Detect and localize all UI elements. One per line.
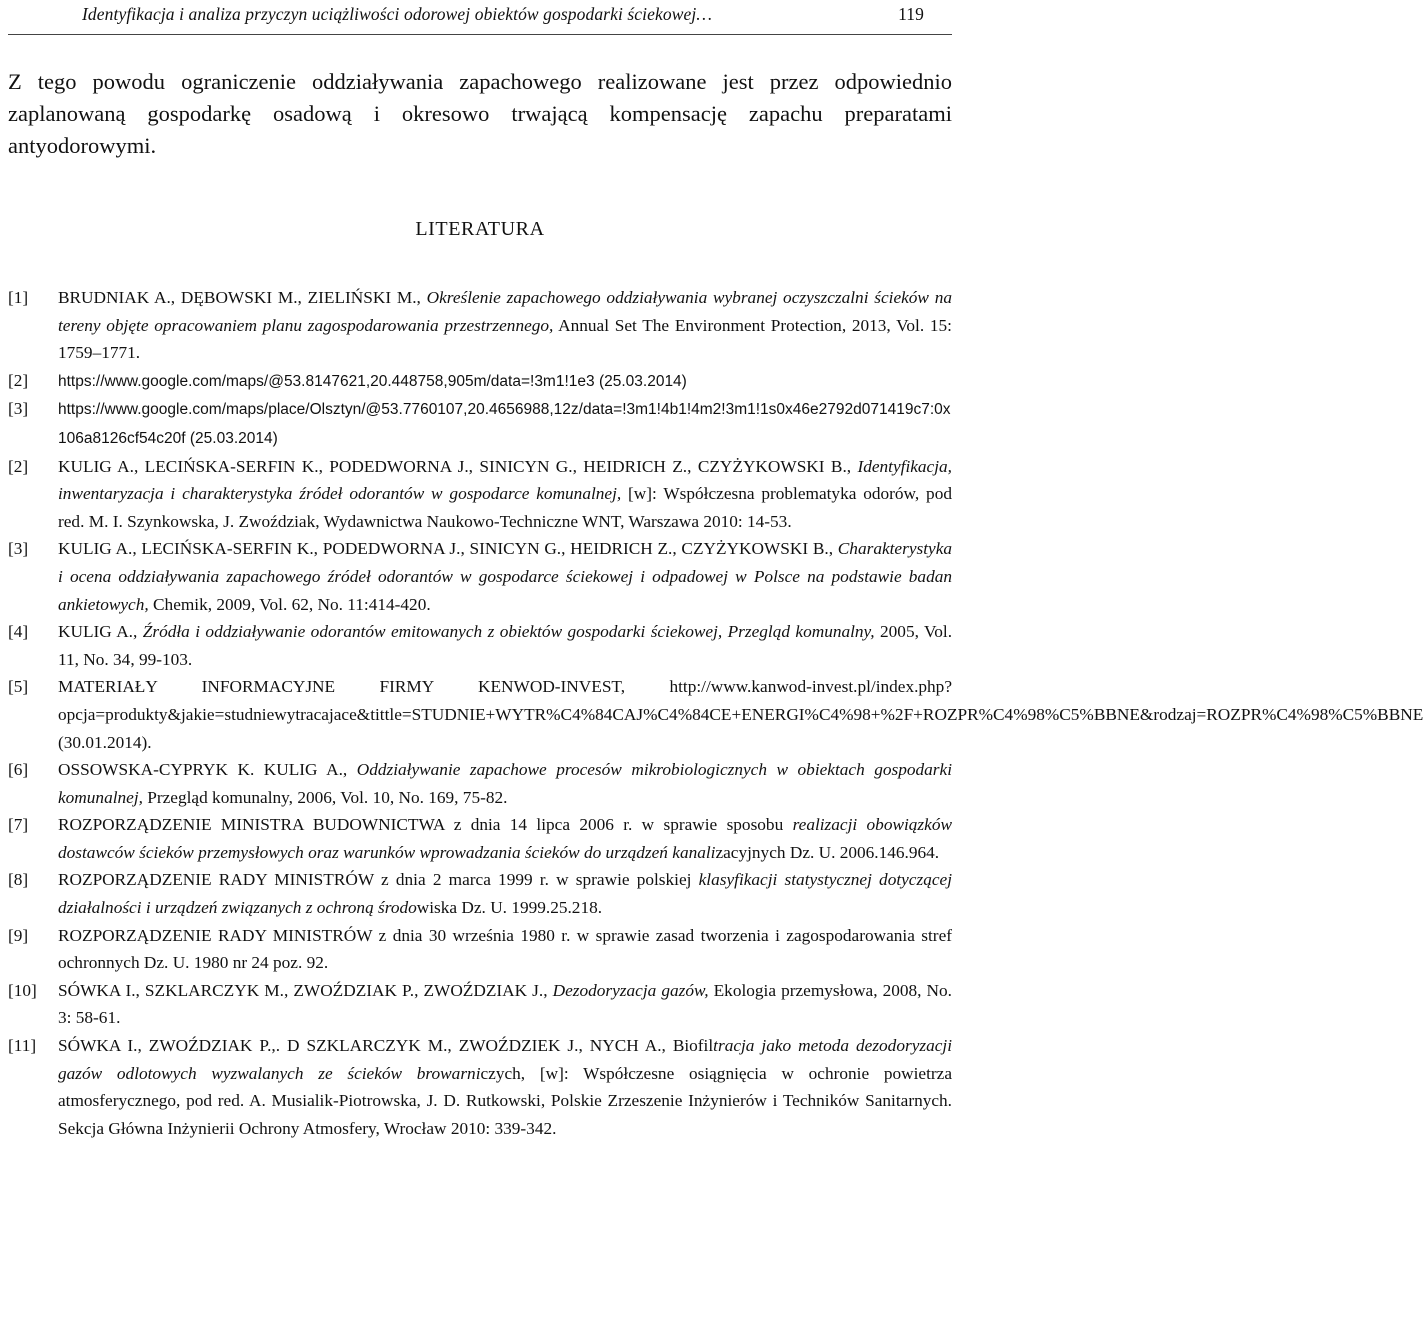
reference-item xyxy=(8,811,952,866)
reference-number: [1] xyxy=(8,288,29,307)
reference-number: [4] xyxy=(8,622,29,642)
reference-number: [11] xyxy=(8,1036,37,1056)
reference-number: [8] xyxy=(8,870,29,890)
reference-title: tracja jako metoda dezodoryzacji gazów odlotowych wyzwalanych ze ścieków browarni xyxy=(58,1036,953,1083)
reference-authors: SÓWKA I., SZKLARCZYK M., ZWOŹDZIAK P., ZWOŹDZIAK J., xyxy=(58,980,553,1000)
reference-title: Źródła i oddziaływanie odorantów emitowanych z obiektów gospodarki ściekowej, Przegląd komunalny, xyxy=(142,622,875,642)
reference-link[interactable]: https://www.google.com/maps/place/Olsztyn/@53.7760107,20.4656988,12z/data=!3m1!4b1!4m2!3m1!1s0x46e2792d071419c7:0x106a8126cf54c20f (25.03.2014) xyxy=(58,401,951,447)
reference-number: [3] xyxy=(8,539,29,559)
reference-authors: SÓWKA I., ZWOŹDZIAK P.,. D SZKLARCZYK M., ZWOŹDZIEK J., NYCH A., Biofil xyxy=(58,1036,714,1056)
reference-authors: ROZPORZĄDZENIE MINISTRA BUDOWNICTWA z dnia 14 lipca 2006 r. w sprawie sposobu xyxy=(58,815,793,835)
reference-authors: KULIG A., LECIŃSKA-SERFIN K., PODEDWORNA J., SINICYN G., HEIDRICH Z., CZYŻYKOWSKI B., xyxy=(58,456,858,476)
intro-paragraph: Z tego powodu ograniczenie oddziaływania zapachowego realizowane jest przez odpowiednio zaplanowaną gospodarkę osadową i okresowo trwającą kompensację zapachu preparatami antyodorowymi. xyxy=(8,69,952,158)
reference-details: czych, [w]: Współczesne osiągnięcia w ochronie powietrza atmosferycznego, pod red. A. Musialik-Piotrowska, J. D. Rutkowski, Polskie Zrzeszenie Inżynierów i Techników Sanitarnych. Sekcja Główna Inżynierii Ochrony Atmosfery, Wrocław 2010: 339-342. xyxy=(58,1063,952,1138)
reference-title: Identyfikacja, inwentaryzacja i charakterystyka źródeł odorantów w gospodarce komunalnej, xyxy=(58,456,952,504)
reference-details: [w]: Współczesna problematyka odorów, pod red. M. I. Szynkowska, J. Zwoździak, Wydawnictwa Naukowo-Techniczne WNT, Warszawa 2010: 14-53. xyxy=(58,484,952,531)
reference-details: http://www.kanwod-invest.pl/index.php?opcja=produkty&jakie=studniewytracajace&tittle=STUDNIE+WYTR%C4%84CAJ%C4%84CE+ENERGI%C4%98+%2F+ROZPR%C4%98%C5%BBNE&rodzaj=ROZPR%C4%98%C5%BBNE (30.01.2014). xyxy=(58,677,1423,752)
reference-item xyxy=(8,673,1423,756)
reference-list xyxy=(8,284,1423,1142)
reference-details: w sprawie zasad tworzenia i zagospodarowania stref ochronnych Dz. U. 1980 nr 24 poz. 92. xyxy=(58,925,952,973)
reference-authors: KULIG A., xyxy=(58,622,143,642)
reference-number: [3] xyxy=(8,399,29,419)
reference-item xyxy=(8,866,952,921)
reference-title: Dezodoryzacja gazów, xyxy=(552,980,709,1000)
reference-title: Charakterystyka i ocena oddziaływania zapachowego źródeł odorantów w gospodarce ściekowej i odpadowej w Polsce na podstawie badan ankietowych, xyxy=(58,539,952,614)
reference-item xyxy=(8,395,952,452)
section-heading-literatura: LITERATURA xyxy=(415,218,545,240)
reference-item xyxy=(8,453,952,536)
reference-details: 2005, Vol. 11, No. 34, 99-103. xyxy=(58,622,953,669)
reference-number: [2] xyxy=(8,370,29,390)
reference-authors: ROZPORZĄDZENIE RADY MINISTRÓW z dnia 2 marca 1999 r. w sprawie polskiej xyxy=(58,870,699,890)
reference-authors: MATERIAŁY INFORMACYJNE FIRMY KENWOD-INVEST, xyxy=(58,677,670,697)
reference-item xyxy=(8,618,952,673)
reference-details: zacyjnych Dz. U. 2006.146.964. xyxy=(715,842,940,862)
page-number: 119 xyxy=(898,4,924,24)
reference-item xyxy=(8,977,952,1032)
reference-details: Przegląd komunalny, 2006, Vol. 10, No. 169, 75-82. xyxy=(142,787,508,807)
reference-number: [9] xyxy=(8,925,29,945)
reference-details: Annual Set The Environment Protection, 2013, Vol. 15: 1759–1771. xyxy=(58,315,952,363)
reference-item xyxy=(8,1032,952,1142)
reference-item xyxy=(8,367,952,396)
reference-authors: OSSOWSKA-CYPRYK K. KULIG A., xyxy=(58,760,357,780)
reference-number: [7] xyxy=(8,815,29,835)
reference-details: Chemik, 2009, Vol. 62, No. 11:414-420. xyxy=(148,594,431,614)
reference-authors: BRUDNIAK A., DĘBOWSKI M., ZIELIŃSKI M., xyxy=(58,288,427,307)
running-title: Identyfikacja i analiza przyczyn uciążliwości odorowej obiektów gospodarki ściekowej… xyxy=(82,4,712,24)
reference-link[interactable]: https://www.google.com/maps/@53.8147621,20.448758,905m/data=!3m1!1e3 (25.03.2014) xyxy=(58,372,687,390)
reference-title: klasyfikacji statystycznej dotyczącej działalności i urządzeń związanych z ochroną środo xyxy=(58,870,952,918)
reference-authors: KULIG A., LECIŃSKA-SERFIN K., PODEDWORNA J., SINICYN G., HEIDRICH Z., CZYŻYKOWSKI B., xyxy=(58,539,838,559)
reference-item xyxy=(8,535,952,618)
reference-details: Ekologia przemysłowa, 2008, No. 3: 58-61. xyxy=(58,980,953,1028)
reference-number: [2] xyxy=(8,456,29,476)
reference-title: Oddziaływanie zapachowe procesów mikrobiologicznych w obiektach gospodarki komunalnej, xyxy=(58,760,952,807)
reference-item xyxy=(8,284,952,367)
reference-number: [5] xyxy=(8,677,29,697)
reference-item xyxy=(8,922,952,977)
reference-number: [10] xyxy=(8,980,37,1000)
reference-title: realizacji obowiązków dostawców ścieków przemysłowych oraz warunków wprowadzania ścieków do urządzeń kanali xyxy=(58,815,952,862)
reference-details: wiska Dz. U. 1999.25.218. xyxy=(416,898,603,918)
reference-authors: ROZPORZĄDZENIE RADY MINISTRÓW z dnia 30 września 1980 r. xyxy=(58,925,577,945)
reference-number: [6] xyxy=(8,760,29,780)
reference-item xyxy=(8,756,952,811)
header-rule xyxy=(8,34,952,35)
reference-title: Określenie zapachowego oddziaływania wybranej oczyszczalni ścieków na tereny objęte opracowaniem planu zagospodarowania przestrzennego, xyxy=(58,288,952,335)
running-header xyxy=(82,4,924,28)
